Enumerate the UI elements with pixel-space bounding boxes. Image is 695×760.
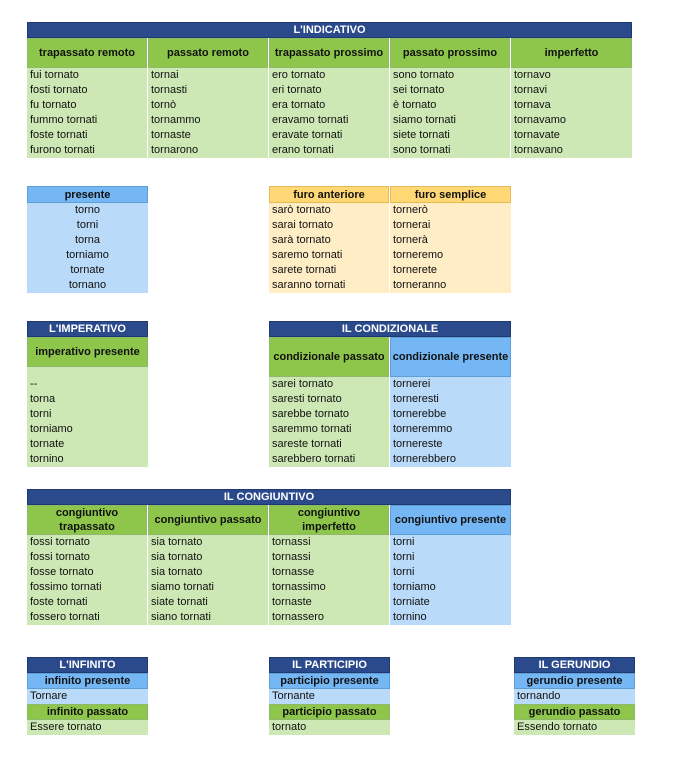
table-cell: sei tornato bbox=[390, 83, 510, 98]
table-cell: tornate bbox=[27, 263, 148, 278]
table-cell: torni bbox=[390, 550, 511, 565]
col-header: condizionale passato bbox=[269, 337, 389, 377]
table-cell: siete tornati bbox=[390, 128, 510, 143]
congiuntivo-col-passato bbox=[148, 505, 269, 625]
table-cell: torni bbox=[27, 218, 148, 233]
condizionale-col-passato bbox=[269, 337, 390, 467]
table-cell: tornereste bbox=[390, 437, 511, 452]
table-cell: torni bbox=[27, 407, 148, 422]
table-cell: tornasse bbox=[269, 565, 389, 580]
participio-table bbox=[269, 657, 390, 735]
indicativo-table bbox=[27, 22, 632, 158]
col-header: congiuntivo trapassato bbox=[27, 505, 147, 535]
table-cell: foste tornati bbox=[27, 595, 147, 610]
table-cell: sareste tornati bbox=[269, 437, 389, 452]
table-cell: tornassimo bbox=[269, 580, 389, 595]
table-cell: eravate tornati bbox=[269, 128, 389, 143]
indicativo-title: L'INDICATIVO bbox=[27, 22, 632, 38]
indicativo-col-trapassato-remoto bbox=[27, 38, 148, 158]
table-cell: saresti tornato bbox=[269, 392, 389, 407]
table-cell: torneresti bbox=[390, 392, 511, 407]
participio-title: IL PARTICIPIO bbox=[269, 657, 390, 673]
participio-passato-header: participio passato bbox=[269, 704, 390, 720]
table-cell: tornavi bbox=[511, 83, 632, 98]
table-cell: tornerò bbox=[390, 203, 511, 218]
table-cell: sarete tornati bbox=[269, 263, 389, 278]
col-header: presente bbox=[27, 186, 148, 203]
table-cell: torniamo bbox=[27, 248, 148, 263]
table-cell: tornasti bbox=[148, 83, 268, 98]
table-cell: tornaste bbox=[269, 595, 389, 610]
infinito-presente-header: infinito presente bbox=[27, 673, 148, 689]
table-cell: tornino bbox=[390, 610, 511, 625]
col-header: condizionale presente bbox=[390, 337, 511, 377]
table-cell: tornavamo bbox=[511, 113, 632, 128]
table-cell: siate tornati bbox=[148, 595, 268, 610]
imperativo-title: L'IMPERATIVO bbox=[27, 321, 148, 337]
table-cell: saranno tornati bbox=[269, 278, 389, 293]
table-cell: fossi tornato bbox=[27, 550, 147, 565]
table-cell: furono tornati bbox=[27, 143, 147, 158]
table-cell: sia tornato bbox=[148, 550, 268, 565]
indicativo-col-imperfetto bbox=[511, 38, 632, 158]
table-cell: torna bbox=[27, 233, 148, 248]
table-cell: tornate bbox=[27, 437, 148, 452]
table-cell: tornassi bbox=[269, 550, 389, 565]
table-cell: torniate bbox=[390, 595, 511, 610]
participio-presente-header: participio presente bbox=[269, 673, 390, 689]
table-cell: eri tornato bbox=[269, 83, 389, 98]
col-header: imperfetto bbox=[511, 38, 632, 68]
table-cell: siamo tornati bbox=[390, 113, 510, 128]
table-cell: tornano bbox=[27, 278, 148, 293]
col-header: trapassato prossimo bbox=[269, 38, 389, 68]
table-cell: torniamo bbox=[390, 580, 511, 595]
table-cell: è tornato bbox=[390, 98, 510, 113]
table-cell: sarò tornato bbox=[269, 203, 389, 218]
table-cell: tornassi bbox=[269, 535, 389, 550]
table-cell: tornerebbero bbox=[390, 452, 511, 467]
infinito-title: L'INFINITO bbox=[27, 657, 148, 673]
futuro-col-semplice bbox=[390, 186, 511, 293]
table-cell: sono tornati bbox=[390, 143, 510, 158]
indicativo-col-passato-prossimo bbox=[390, 38, 511, 158]
table-cell: sarei tornato bbox=[269, 377, 389, 392]
congiuntivo-col-imperfetto bbox=[269, 505, 390, 625]
infinito-passato-header: infinito passato bbox=[27, 704, 148, 720]
table-cell: fu tornato bbox=[27, 98, 147, 113]
table-cell: tornarono bbox=[148, 143, 268, 158]
indicativo-col-passato-remoto bbox=[148, 38, 269, 158]
table-cell: sarebbero tornati bbox=[269, 452, 389, 467]
col-header: congiuntivo passato bbox=[148, 505, 268, 535]
table-cell: fosti tornato bbox=[27, 83, 147, 98]
condizionale-col-presente bbox=[390, 337, 511, 467]
congiuntivo-col-trapassato bbox=[27, 505, 148, 625]
infinito-table bbox=[27, 657, 148, 735]
col-header: furo semplice bbox=[390, 186, 511, 203]
col-header: congiuntivo presente bbox=[390, 505, 511, 535]
gerundio-passato-header: gerundio passato bbox=[514, 704, 635, 720]
table-cell: saremo tornati bbox=[269, 248, 389, 263]
table-cell: erano tornati bbox=[269, 143, 389, 158]
col-header: furo anteriore bbox=[269, 186, 389, 203]
spacer bbox=[27, 367, 148, 377]
condizionale-title: IL CONDIZIONALE bbox=[269, 321, 511, 337]
table-cell: fossi tornato bbox=[27, 535, 147, 550]
table-cell: fummo tornati bbox=[27, 113, 147, 128]
imperativo-table bbox=[27, 321, 148, 467]
gerundio-passato-value: Essendo tornato bbox=[514, 720, 635, 735]
table-cell: torni bbox=[390, 565, 511, 580]
table-cell: saremmo tornati bbox=[269, 422, 389, 437]
table-cell: siamo tornati bbox=[148, 580, 268, 595]
table-cell: tornava bbox=[511, 98, 632, 113]
table-cell: tornai bbox=[148, 68, 268, 83]
table-cell: siano tornati bbox=[148, 610, 268, 625]
table-cell: tornavo bbox=[511, 68, 632, 83]
table-cell: tornò bbox=[148, 98, 268, 113]
infinito-passato-value: Essere tornato bbox=[27, 720, 148, 735]
table-cell: torna bbox=[27, 392, 148, 407]
table-cell: era tornato bbox=[269, 98, 389, 113]
table-cell: torniamo bbox=[27, 422, 148, 437]
table-cell: eravamo tornati bbox=[269, 113, 389, 128]
table-cell: tornassero bbox=[269, 610, 389, 625]
table-cell: tornavate bbox=[511, 128, 632, 143]
table-cell: -- bbox=[27, 377, 148, 392]
table-cell: tornerai bbox=[390, 218, 511, 233]
table-cell: torneremmo bbox=[390, 422, 511, 437]
table-cell: torneranno bbox=[390, 278, 511, 293]
table-cell: torneremo bbox=[390, 248, 511, 263]
table-cell: sono tornato bbox=[390, 68, 510, 83]
gerundio-title: IL GERUNDIO bbox=[514, 657, 635, 673]
table-cell: sarà tornato bbox=[269, 233, 389, 248]
table-cell: tornerà bbox=[390, 233, 511, 248]
congiuntivo-table bbox=[27, 489, 511, 625]
col-header: passato remoto bbox=[148, 38, 268, 68]
table-cell: sia tornato bbox=[148, 565, 268, 580]
futuro-table bbox=[269, 186, 511, 293]
indicativo-col-trapassato-prossimo bbox=[269, 38, 390, 158]
col-header: imperativo presente bbox=[27, 337, 148, 367]
table-cell: fui tornato bbox=[27, 68, 147, 83]
table-cell: fosse tornato bbox=[27, 565, 147, 580]
gerundio-table bbox=[514, 657, 635, 735]
table-cell: tornerebbe bbox=[390, 407, 511, 422]
participio-passato-value: tornato bbox=[269, 720, 390, 735]
col-header: congiuntivo imperfetto bbox=[269, 505, 389, 535]
gerundio-presente-header: gerundio presente bbox=[514, 673, 635, 689]
infinito-presente-value: Tornare bbox=[27, 689, 148, 704]
table-cell: foste tornati bbox=[27, 128, 147, 143]
table-cell: fossimo tornati bbox=[27, 580, 147, 595]
table-cell: torno bbox=[27, 203, 148, 218]
congiuntivo-title: IL CONGIUNTIVO bbox=[27, 489, 511, 505]
col-header: trapassato remoto bbox=[27, 38, 147, 68]
presente-table bbox=[27, 186, 148, 293]
table-cell: sia tornato bbox=[148, 535, 268, 550]
participio-presente-value: Tornante bbox=[269, 689, 390, 704]
col-header: passato prossimo bbox=[390, 38, 510, 68]
table-cell: tornerete bbox=[390, 263, 511, 278]
congiuntivo-col-presente bbox=[390, 505, 511, 625]
table-cell: tornaste bbox=[148, 128, 268, 143]
table-cell: tornino bbox=[27, 452, 148, 467]
table-cell: tornerei bbox=[390, 377, 511, 392]
table-cell: fossero tornati bbox=[27, 610, 147, 625]
imperativo-col bbox=[27, 337, 148, 467]
table-cell: sarai tornato bbox=[269, 218, 389, 233]
presente-col bbox=[27, 186, 148, 293]
table-cell: sarebbe tornato bbox=[269, 407, 389, 422]
table-cell: tornavano bbox=[511, 143, 632, 158]
table-cell: ero tornato bbox=[269, 68, 389, 83]
gerundio-presente-value: tornando bbox=[514, 689, 635, 704]
table-cell: torni bbox=[390, 535, 511, 550]
condizionale-table bbox=[269, 321, 511, 467]
table-cell: tornammo bbox=[148, 113, 268, 128]
futuro-col-anteriore bbox=[269, 186, 390, 293]
